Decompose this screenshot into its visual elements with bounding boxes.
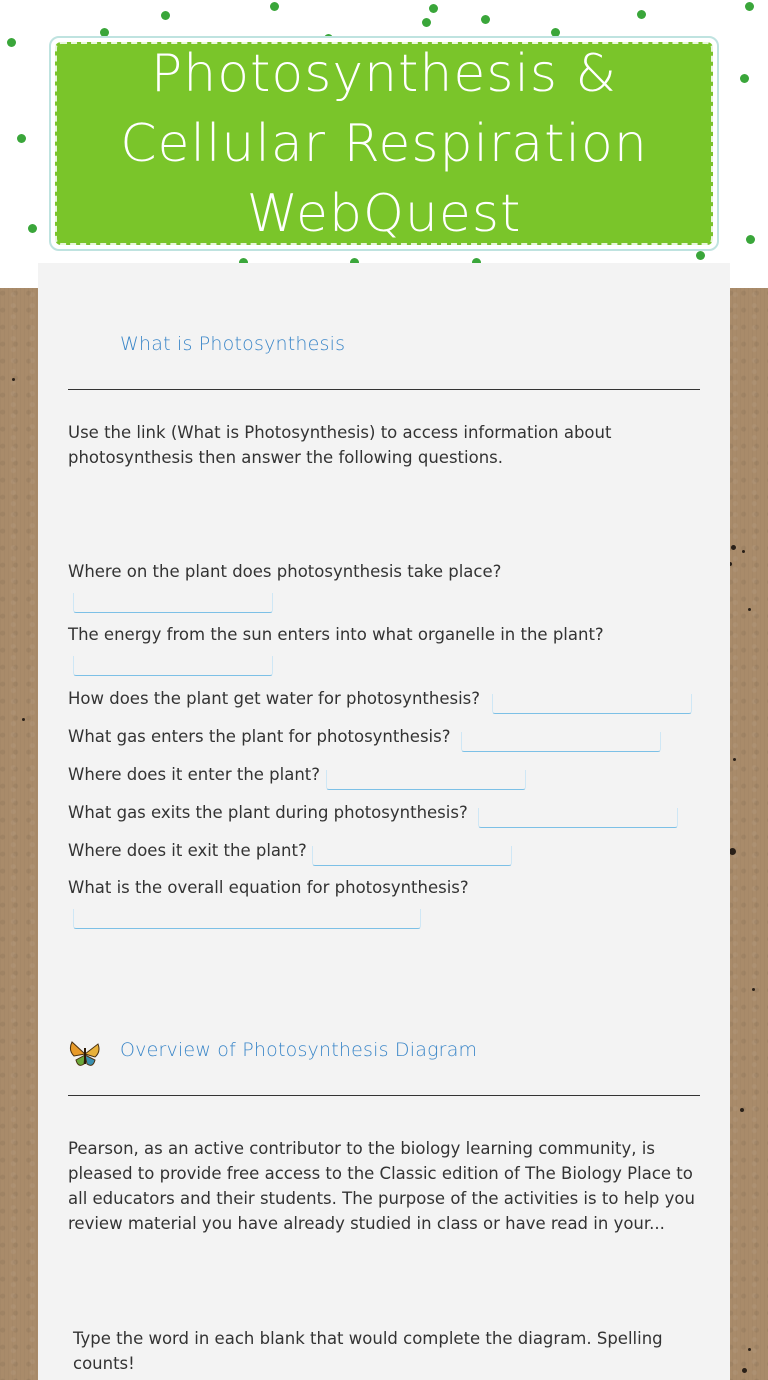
question-3: How does the plant get water for photosynthesis? — [68, 689, 481, 708]
page-title: Photosynthesis & Cellular Respiration WebQuest — [120, 43, 648, 244]
section-heading-photosynthesis[interactable]: What is Photosynthesis — [120, 333, 346, 355]
question-5: Where does it enter the plant? — [68, 765, 321, 784]
section-divider — [68, 389, 700, 390]
answer-blank-1[interactable] — [73, 593, 273, 613]
answer-blank-5[interactable] — [326, 770, 526, 790]
section-divider-2 — [68, 1095, 700, 1096]
question-7: Where does it exit the plant? — [68, 841, 307, 860]
section-intro-text: Use the link (What is Photosynthesis) to access information about photosynthesis then answer the following questions. — [68, 423, 612, 467]
question-4: What gas enters the plant for photosynthesis? — [68, 727, 451, 746]
answer-blank-7[interactable] — [312, 846, 512, 866]
header-banner — [55, 42, 713, 245]
question-1: Where on the plant does photosynthesis take place? — [68, 562, 502, 581]
question-8: What is the overall equation for photosynthesis? — [68, 878, 469, 897]
question-6: What gas exits the plant during photosynthesis? — [68, 803, 468, 822]
answer-blank-4[interactable] — [461, 732, 661, 752]
section-heading-diagram[interactable]: Overview of Photosynthesis Diagram — [120, 1039, 478, 1061]
question-2: The energy from the sun enters into what organelle in the plant? — [68, 625, 604, 644]
answer-blank-2[interactable] — [73, 656, 273, 676]
answer-blank-3[interactable] — [492, 694, 692, 714]
answer-blank-6[interactable] — [478, 808, 678, 828]
diagram-instruction-text: Type the word in each blank that would complete the diagram. Spelling counts! — [73, 1329, 663, 1373]
answer-blank-8[interactable] — [73, 909, 421, 929]
butterfly-icon — [68, 1038, 102, 1070]
link-description-text: Pearson, as an active contributor to the biology learning community, is pleased to provide free access to the Classic edition of The Biology Place to all educators and their students. The purpose of the activities is to help you review material you have already studied in class or have read in your... — [68, 1139, 695, 1233]
